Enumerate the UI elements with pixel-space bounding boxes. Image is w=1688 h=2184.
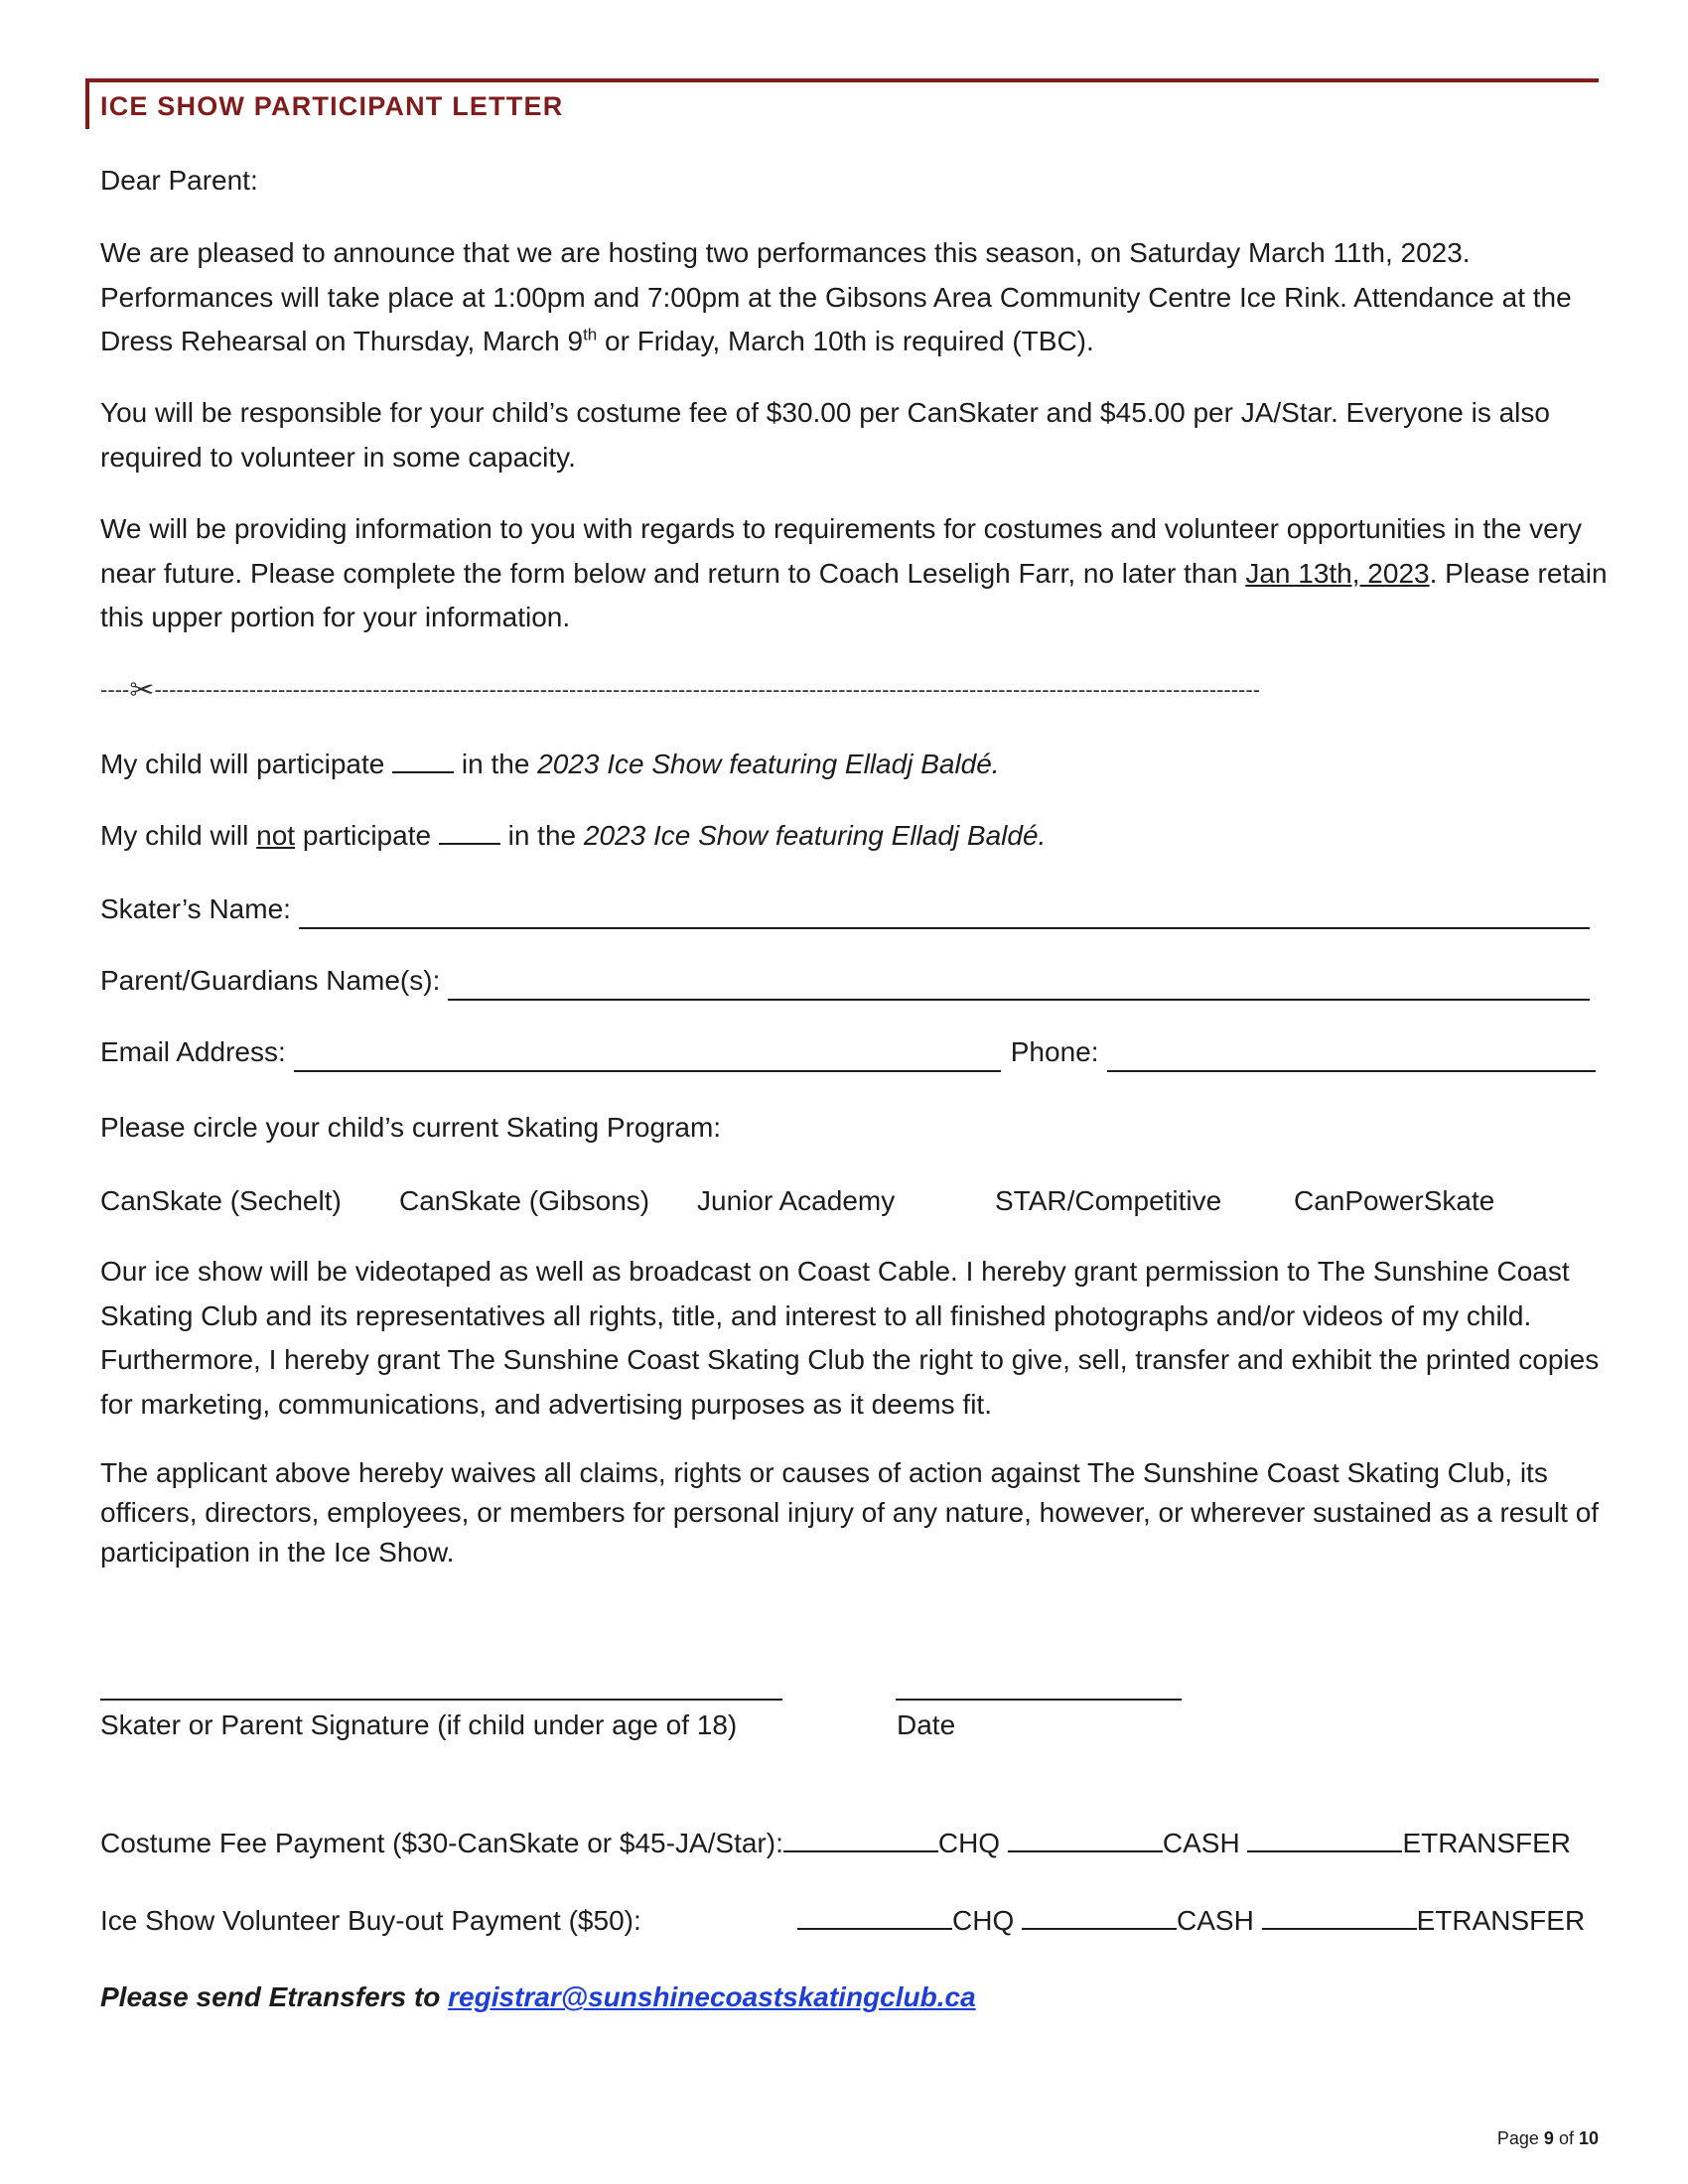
page-number: Page 9 of 10 [1496, 2128, 1599, 2148]
contact-row: Email Address: Phone: [100, 1032, 1596, 1072]
paragraph-announcement: We are pleased to announce that we are hosting two performances this season, on Saturday March 11th, 2023. Performances will take place at 1:00pm and 7:00pm at the Gibsons Area Community Centre Ice Rink. Attendance at the Dress Rehearsal on Thursday, March 9th or Friday, March 10th is required (TBC). [100, 237, 1572, 356]
volunteer-etransfer-blank[interactable] [1262, 1900, 1417, 1930]
paragraph-fees: You will be responsible for your child’s costume fee of $30.00 per CanSkater and $45.00 per JA/Star. Everyone is also required to volunteer in some capacity. [100, 397, 1550, 473]
email-input[interactable] [294, 1040, 1001, 1072]
phone-input[interactable] [1107, 1040, 1597, 1072]
scissors-icon: ✂ [129, 675, 155, 705]
header-rule [85, 78, 1599, 82]
not-participate-line: My child will not participate in the 2023 Ice Show featuring Elladj Baldé. [100, 814, 1610, 859]
skater-name-field: Skater’s Name: [100, 889, 1590, 929]
volunteer-cash-blank[interactable] [1022, 1900, 1177, 1930]
show-name: 2023 Ice Show featuring Elladj Baldé. [537, 749, 1000, 779]
deadline-date: Jan 13th, 2023 [1245, 557, 1430, 589]
program-option-star-competitive[interactable]: STAR/Competitive [995, 1185, 1222, 1216]
costume-etransfer-blank[interactable] [1247, 1823, 1402, 1852]
costume-fee-payment-row: Costume Fee Payment ($30-CanSkate or $45-JA/Star): CHQ CASH ETRANSFER [100, 1823, 1571, 1863]
page-title: ICE SHOW PARTICIPANT LETTER [100, 91, 564, 121]
costume-chq-blank[interactable] [783, 1823, 938, 1852]
participate-line: My child will participate in the 2023 Ice Show featuring Elladj Baldé. [100, 743, 1610, 787]
program-option-canskate-gibsons[interactable]: CanSkate (Gibsons) [399, 1185, 650, 1216]
header-side-bar [85, 78, 89, 129]
date-line[interactable] [896, 1699, 1182, 1701]
etransfer-instructions: Please send Etransfers to registrar@sunshinecoastskatingclub.ca [100, 1981, 976, 2012]
skater-name-input[interactable] [299, 897, 1590, 929]
superscript-th: th [583, 325, 598, 344]
program-option-canpowerskate[interactable]: CanPowerSkate [1294, 1185, 1495, 1216]
not-participate-blank[interactable] [439, 816, 500, 845]
program-option-junior-academy[interactable]: Junior Academy [697, 1185, 896, 1216]
volunteer-buyout-payment-row: Ice Show Volunteer Buy-out Payment ($50): CHQ CASH ETRANSFER [100, 1900, 1585, 1941]
participate-blank[interactable] [392, 745, 454, 773]
volunteer-chq-blank[interactable] [797, 1900, 952, 1930]
cut-line: ----✂-------------------------------------------------------------------------------------------------------------------------------------------------------- [100, 675, 1590, 705]
paragraph-deadline: We will be providing information to you with regards to requirements for costumes and volunteer opportunities in the very near future. Please complete the form below and return to Coach Leseligh Farr, no later than Jan 13th, 2023. Please retain this upper portion for your information. [100, 513, 1608, 632]
media-release-paragraph: Our ice show will be videotaped as well as broadcast on Coast Cable. I hereby grant permission to The Sunshine Coast Skating Club and its representatives all rights, title, and interest to all finished photographs and/or videos of my child. Furthermore, I hereby grant The Sunshine Coast Skating Club the right to give, sell, transfer and exhibit the printed copies for marketing, communications, and advertising purposes as it deems fit. [100, 1256, 1600, 1420]
waiver-paragraph: The applicant above hereby waives all claims, rights or causes of action against The Sunshine Coast Skating Club, its officers, directors, employees, or members for personal injury of any nature, however, or wherever sustained as a result of participation in the Ice Show. [100, 1457, 1600, 1568]
parent-name-field: Parent/Guardians Name(s): [100, 961, 1590, 1001]
signature-label: Skater or Parent Signature (if child under age of 18) [100, 1709, 738, 1740]
registrar-email-link[interactable]: registrar@sunshinecoastskatingclub.ca [448, 1981, 976, 2012]
signature-line[interactable] [100, 1699, 782, 1701]
program-option-canskate-sechelt[interactable]: CanSkate (Sechelt) [100, 1185, 342, 1216]
date-label: Date [897, 1709, 956, 1740]
program-prompt: Please circle your child’s current Skating Program: [100, 1112, 722, 1143]
parent-name-input[interactable] [448, 969, 1590, 1001]
costume-cash-blank[interactable] [1008, 1823, 1163, 1852]
salutation: Dear Parent: [100, 165, 258, 196]
